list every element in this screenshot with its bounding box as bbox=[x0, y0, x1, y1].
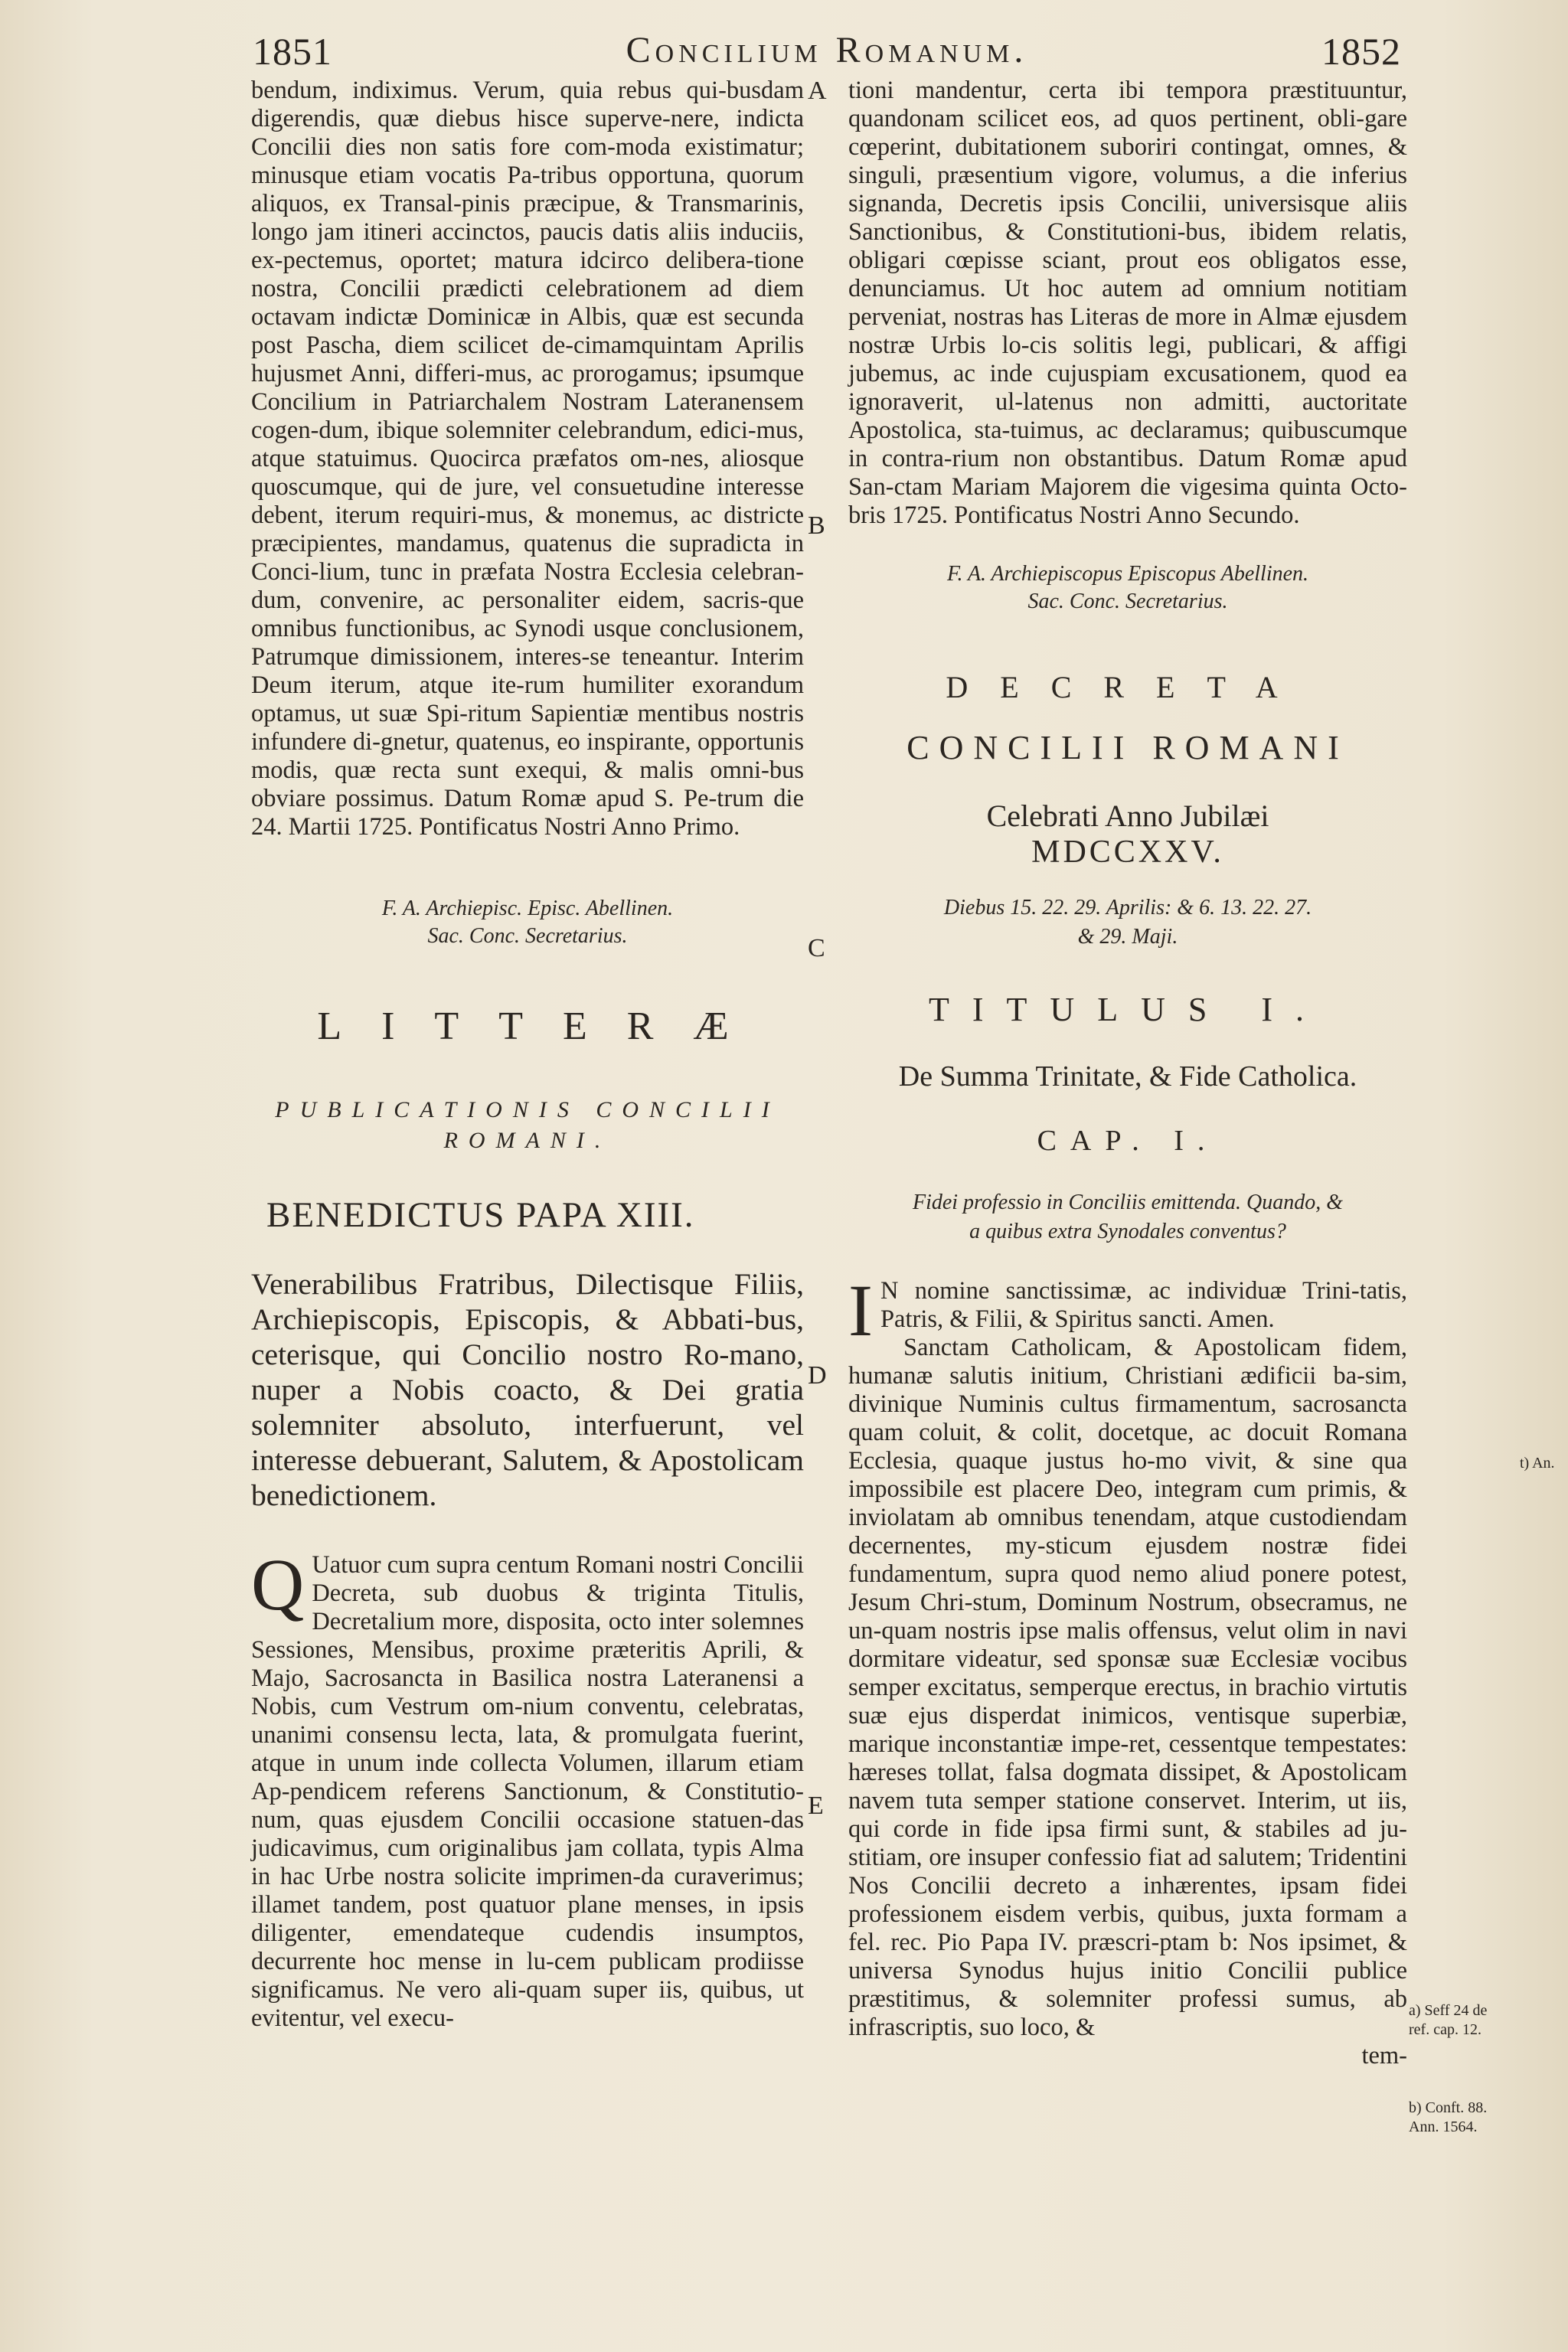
concilii-heading: CONCILII ROMANI bbox=[906, 729, 1349, 766]
publication-heading-2: ROMANI. bbox=[443, 1128, 612, 1153]
left-signature-title: Sac. Conc. Secretarius. bbox=[427, 924, 628, 948]
left-paragraph-2 bbox=[251, 1544, 804, 2033]
year-heading: MDCCXXV. bbox=[1031, 835, 1224, 870]
running-title: Concilium Romanum. bbox=[626, 30, 1028, 70]
margin-note-3a: b) Conft. 88. bbox=[1409, 2099, 1488, 2116]
margin-note-1: t) An. bbox=[1520, 1455, 1555, 1472]
dropcap-q: Q bbox=[251, 1544, 305, 1625]
summa-heading: De Summa Trinitate, & Fide Catholica. bbox=[898, 1060, 1357, 1093]
catchword: tem- bbox=[1361, 2042, 1407, 2069]
dropcap-i: I bbox=[848, 1269, 873, 1351]
page-number-left: 1851 bbox=[253, 30, 332, 73]
left-column bbox=[251, 77, 804, 2033]
margin-note-3b: Ann. 1564. bbox=[1409, 2118, 1478, 2135]
section-letter-d: D bbox=[808, 1361, 827, 1390]
address-paragraph: Venerabilibus Fratribus, Dilectisque Filiis, Archiepiscopis, Episcopis, & Abbati-bus, ceterisque, qui Concilio nostro Ro-mano, nuper a Nobis coacto, & Dei gratia solemniter absoluto, interfuerunt, vel interesse debuerant, Salutem, & Apostolicam benedictionem. bbox=[251, 1267, 804, 1512]
publication-heading-1: PUBLICATIONIS CONCILII bbox=[275, 1097, 780, 1122]
right-paragraph-3: Sanctam Catholicam, & Apostolicam fidem, humanæ salutis initium, Christiani ædificii ba-sim, divinique Numinis cultus firmamentum, sacrosancta quam coluit, & colit, docetque, ac docuit Romana Ecclesia, quaque justus ho-mo vivit, & sine qua impossibile est placere Deo, integram cum primis, & inviolatam ab omnibus tenendam, atque custodiendam decernentes, my-sticum ejusdem nostræ fidei fundamentum, supra quod nemo aliud ponere potest, Jesum Chri-stum, Dominum Nostrum, obsecramus, ne un-quam nostris ipse malis offensus, velut olim in navi dormitare videatur, sed sponsæ suæ Ecclesiæ vocibus semper excitatus, semperque erectus, in brachio virtutis suæ ejus disperdat inimicos, ventisque superbiæ, marique inconstantiæ impe-ret, cessentque tempestates: hæreses tollat, falsa dogmata dissipet, & Apostolicam navem tuta semper statione conservet. Interim, ut iis, qui corde in fide ipsa firmi sunt, & stabiles ad ju-stitiam, ore insuper confessio fiat ad salutem; Tridentini Nos Concilii decreto a inhærentes, ipsam fidei professionem eisdem verbis, quibus, juxta formam a fel. rec. Pio Papa IV. præscri-ptam b: Nos ipsimet, & universa Synodus hujus initio Concilii publice præstitimus, & solemniter professi sumus, ab infrascriptis, suo loco, & bbox=[848, 1334, 1407, 2041]
cap-heading: CAP. I. bbox=[1037, 1125, 1219, 1157]
margin-note-2a: a) Seff 24 de bbox=[1409, 2002, 1488, 2019]
fidei-heading-1: Fidei professio in Conciliis emittenda. Quando, & bbox=[912, 1191, 1344, 1214]
section-letter-a: A bbox=[808, 77, 827, 105]
page-number-right: 1852 bbox=[1321, 30, 1401, 73]
page-header bbox=[253, 29, 1401, 83]
right-paragraph-2 bbox=[848, 1269, 1407, 1351]
right-paragraph-2-text: N nomine sanctissimæ, ac individuæ Trini-tatis, Patris, & Filii, & Spiritus sancti. Amen. bbox=[880, 1277, 1407, 1333]
section-letter-b: B bbox=[808, 511, 825, 540]
right-column bbox=[848, 77, 1407, 2070]
decreta-heading: DECRETA bbox=[946, 670, 1310, 704]
right-paragraph-1: tioni mandentur, certa ibi tempora præstituuntur, quandonam scilicet eos, ad quos pertinent, obli-gare cœperint, dubitationem suboriri contingat, omnes, & singuli, præsentium vigore, volumus, a die inferius signanda, Decretis ipsis Concilii, universisque aliis Sanctionibus, & Constitutioni-bus, ibidem relatis, obligari cœpisse sciant, prout eos obligatos esse, denunciamus. Ut hoc autem ad omnium notitiam perveniat, nostras has Literas de more in Almæ ejusdem nostræ Urbis lo-cis solitis legi, publicari, & affigi jubemus, ac inde cujuspiam excusationem, quod ea ignoraverit, ul-latenus non admitti, auctoritate Apostolica, sta-tuimus, ac declaramus; quibuscumque in contra-rium non obstantibus. Datum Romæ apud San-ctam Mariam Majorem die vigesima quinta Octo-bris 1725. Pontificatus Nostri Anno Secundo. bbox=[848, 77, 1407, 529]
section-letter-e: E bbox=[808, 1792, 824, 1820]
pope-heading: BENEDICTUS PAPA XIII. bbox=[266, 1195, 695, 1235]
fidei-heading-2: a quibus extra Synodales conventus? bbox=[969, 1220, 1286, 1243]
left-signature-name: F. A. Archiepisc. Episc. Abellinen. bbox=[381, 897, 674, 920]
right-signature-title: Sac. Conc. Secretarius. bbox=[1027, 590, 1228, 613]
dates-line-2: & 29. Maji. bbox=[1077, 925, 1178, 949]
celebrati-heading: Celebrati Anno Jubilæi bbox=[986, 799, 1269, 833]
titulus-heading: TITULUS I. bbox=[929, 991, 1327, 1028]
dates-line-1: Diebus 15. 22. 29. Aprilis: & 6. 13. 22. 27. bbox=[943, 896, 1312, 920]
left-paragraph-1: bendum, indiximus. Verum, quia rebus qui-busdam digerendis, quæ diebus hisce superve-nere, indicta Concilii dies non satis fore com-moda existimatur; minusque etiam vocatis Pa-tribus opportuna, quorum aliquos, ex Transal-pinis præcipue, & Transmarinis, longo jam itineri accinctos, paucis datis aliis induciis, ex-pectemus, oportet; matura idcirco delibera-tione nostra, Concilii prædicti celebrationem ad diem octavam indictæ Dominicæ in Albis, quæ est secunda post Pascha, diem scilicet de-cimamquintam Aprilis hujusmet Anni, differi-mus, ac prorogamus; ipsumque Concilium in Patriarchalem Nostram Lateranensem cogen-dum, ibique solemniter celebrandum, edici-mus, atque statuimus. Quocirca præfatos om-nes, aliosque quoscumque, qui de jure, vel consuetudine interesse debent, iterum requiri-mus, & monemus, ac districte præcipientes, mandamus, quatenus die supradicta in Conci-lium, tunc in præfata Nostra Ecclesia celebran-dum, convenire, ac personaliter eidem, sacris-que omnibus functionibus, ac Synodi usque conclusionem, Patrumque dimissionem, interes-se teneantur. Interim Deum iterum, atque ite-rum humiliter exorandum optamus, ut suæ Spi-ritum Sapientiæ mentibus nostris infundere di-gnetur, quatenus, eo inspirante, opportunis modis, quæ recta sunt exequi, & malis omni-bus obviare possimus. Datum Romæ apud S. Pe-trum die 24. Martii 1725. Pontificatus Nostri Anno Primo. bbox=[251, 77, 804, 841]
left-paragraph-2-text: Uatuor cum supra centum Romani nostri Concilii Decreta, sub duobus & triginta Titulis, Decretalium more, disposita, octo inter solemnes Sessiones, Mensibus, proxime præteritis Aprili, & Majo, Sacrosancta in Basilica nostra Lateranensi a Nobis, cum Vestrum om-nium conventu, celebratas, unanimi consensu lecta, lata, & promulgata fuerint, atque in unum inde collecta Volumen, illarum etiam Ap-pendicem referens Sanctionum, & Constitutio-num, quas ejusdem Concilii occasione statuen-das judicavimus, cum originalibus jam collata, typis Alma in hac Urbe nostra solicite imprimen-da curaverimus; illamet tandem, post quatuor plane menses, in ipsis diligenter, emendateque cudendis insumptos, decurrente hoc mense in lu-cem publicam prodiisse significamus. Ne vero ali-quam super iis, quibus, ut evitentur, vel execu- bbox=[251, 1551, 804, 2032]
litterae-heading: LITTERÆ bbox=[317, 1004, 769, 1048]
right-signature-name: F. A. Archiepiscopus Episcopus Abellinen. bbox=[946, 562, 1309, 586]
margin-note-2b: ref. cap. 12. bbox=[1409, 2021, 1481, 2038]
section-letter-c: C bbox=[808, 934, 825, 962]
